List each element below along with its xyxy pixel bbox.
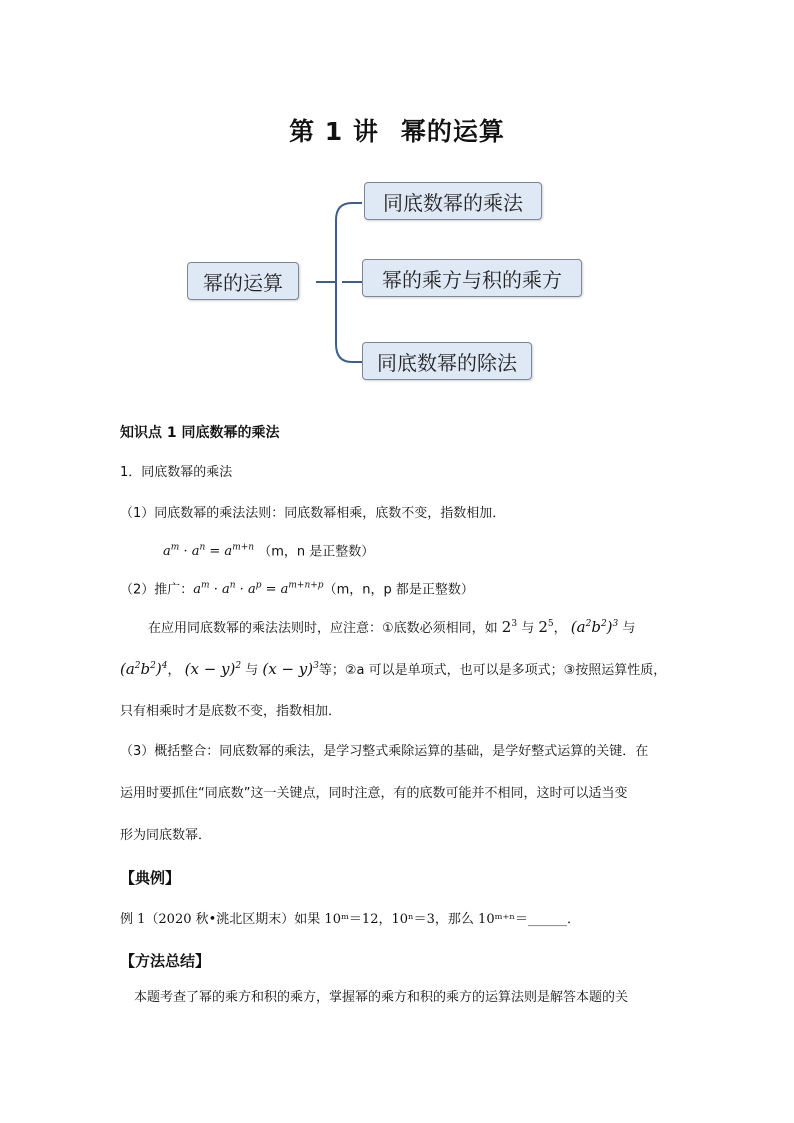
example-power-4: $(a^2b^2)^4$	[120, 660, 168, 678]
formula-generalized: $a^m \cdot a^n \cdot a^p = a^{m+n+p}$	[193, 581, 324, 598]
lecture-number: 第 1 讲	[289, 117, 379, 146]
summary-line-1: （3）概括整合：同底数幂的乘法，是学习整式乘除运算的基础，是学好整式运算的关键．在	[120, 744, 649, 759]
mindmap-branch-1	[364, 182, 542, 220]
rule-1: （1）同底数幂的乘法法则：同底数幂相乘，底数不变，指数相加．	[120, 506, 506, 521]
example-1: 例 1（2020 秋•洮北区期末）如果 10ᵐ＝12，10ⁿ＝3，那么 10ᵐ⁺ⁿ＝______．	[120, 912, 581, 927]
example-power-6: $(x - y)^3$	[262, 660, 319, 678]
example-power-1: $2^3$	[501, 618, 518, 636]
note-text-b: 等；②a 可以是单项式，也可以是多项式；③按照运算性质，	[318, 663, 667, 678]
mindmap-branch-3	[362, 342, 532, 380]
rule-2-note: （m，n，p 都是正整数）	[323, 582, 474, 598]
note-text-a: 在应用同底数幂的乘法法则时，应注意：①底数必须相同，如	[148, 621, 498, 636]
item-title: 1．同底数幂的乘法	[120, 465, 233, 480]
summary-line-2: 运用时要抓住“同底数”这一关键点，同时注意，有的底数可能并不相同，这时可以适当变	[120, 786, 628, 801]
formula-1	[163, 538, 374, 562]
lecture-topic: 幂的运算	[400, 117, 505, 146]
rule-2	[120, 576, 474, 600]
formula-multiply: $a^m \cdot a^n = a^{m+n}$	[163, 543, 255, 560]
example-power-5: $(x - y)^2$	[184, 660, 242, 678]
knowledge-heading: 知识点 1 同底数幂的乘法	[120, 425, 280, 441]
note-and-2: 与	[622, 621, 636, 636]
mindmap-branch-label: 同底数幂的乘法	[383, 190, 523, 215]
note-line-2: $(a^2b^2)^4$， $(x - y)^2$ 与 $(x - y)^3$等；②a 可以是单项式，也可以是多项式；③按照运算性质，	[120, 660, 667, 678]
summary-line-3: 形为同底数幂．	[120, 828, 212, 843]
note-line-1: 在应用同底数幂的乘法法则时，应注意：①底数必须相同，如 $2^3$ 与 $2^5$， $(a^2b^2)^3$ 与	[148, 618, 636, 636]
mindmap-branch-label: 同底数幂的除法	[377, 350, 517, 375]
method-summary: 本题考查了幂的乘方和积的乘方，掌握幂的乘方和积的乘方的运算法则是解答本题的关	[134, 990, 629, 1005]
formula-1-note: （m，n 是正整数）	[258, 544, 375, 560]
mindmap-root	[187, 262, 299, 300]
note-and-1: 与	[521, 621, 535, 636]
example-heading: 【典例】	[120, 869, 181, 887]
example-power-3: $(a^2b^2)^3$	[570, 618, 619, 636]
method-heading: 【方法总结】	[120, 952, 211, 970]
rule-2-prefix: （2）推广：	[120, 582, 194, 598]
mindmap-root-label: 幂的运算	[203, 270, 283, 295]
note-and-3: 与	[245, 663, 259, 678]
note-line-3: 只有相乘时才是底数不变，指数相加．	[120, 704, 342, 719]
example-power-2: $2^5$	[538, 618, 554, 636]
mindmap-branch-label: 幂的乘方与积的乘方	[382, 267, 562, 292]
mindmap-branch-2	[362, 259, 582, 297]
